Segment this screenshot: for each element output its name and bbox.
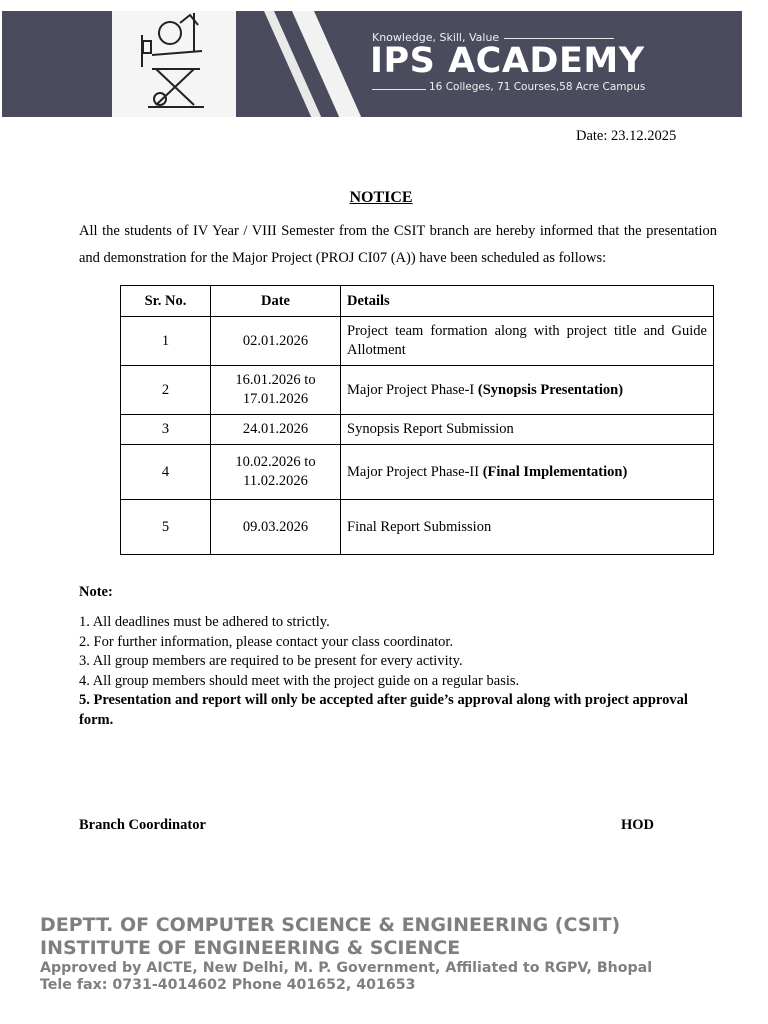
table-row xyxy=(121,317,714,366)
cell-date: 02.01.2026 xyxy=(211,317,341,366)
banner-divider xyxy=(504,38,614,39)
details-text: Final Report Submission xyxy=(347,518,492,535)
banner-subtitle: 16 Colleges, 71 Courses,58 Acre Campus xyxy=(429,81,646,93)
note-heading: Note: xyxy=(79,584,113,600)
header-banner xyxy=(2,11,742,117)
notice-intro: All the students of IV Year / VIII Semester from the CSIT branch are hereby informed that the presentation and demonstration for the Major Project (PROJ CI07 (A)) have been scheduled as follows: xyxy=(79,223,717,266)
details-text: Major Project Phase-I xyxy=(347,381,478,398)
cell-sr-no: 4 xyxy=(121,445,211,500)
notice-title: NOTICE xyxy=(349,189,413,206)
note-item: 1. All deadlines must be adhered to strictly. xyxy=(79,614,330,630)
cell-date: 24.01.2026 xyxy=(211,415,341,445)
cell-sr-no: 2 xyxy=(121,366,211,415)
cell-date: 10.02.2026 to 11.02.2026 xyxy=(211,445,341,500)
footer xyxy=(40,914,652,994)
note-list xyxy=(79,613,719,730)
details-bold-text: (Final Implementation) xyxy=(482,463,628,480)
details-text: Major Project Phase-II xyxy=(347,463,483,480)
column-header-details: Details xyxy=(341,286,714,317)
table-row xyxy=(121,366,714,415)
table-row xyxy=(121,500,714,555)
institute-logo xyxy=(112,11,236,117)
footer-department: DEPTT. OF COMPUTER SCIENCE & ENGINEERING (CSIT) xyxy=(40,914,621,936)
signature-hod: HOD xyxy=(621,817,655,833)
note-item: 5. Presentation and report will only be accepted after guide’s approval along with project approval form. xyxy=(79,692,688,728)
footer-institute: INSTITUTE OF ENGINEERING & SCIENCE xyxy=(40,937,461,959)
signature-branch-coordinator: Branch Coordinator xyxy=(79,817,206,833)
table-row xyxy=(121,445,714,500)
schedule-table xyxy=(120,285,714,555)
banner-tagline: Knowledge, Skill, Value xyxy=(372,31,500,44)
column-header-date: Date xyxy=(211,286,341,317)
cell-details xyxy=(341,500,714,555)
table-header-row xyxy=(121,286,714,317)
note-item: 4. All group members should meet with the project guide on a regular basis. xyxy=(79,672,520,689)
notice-date: Date: 23.12.2025 xyxy=(576,128,677,144)
cell-date: 16.01.2026 to 17.01.2026 xyxy=(211,366,341,415)
note-item: 3. All group members are required to be present for every activity. xyxy=(79,653,463,669)
cell-details xyxy=(341,317,714,366)
cell-details xyxy=(341,415,714,445)
details-text: Project team formation along with project title and Guide Allotment xyxy=(347,323,707,358)
banner-divider xyxy=(372,89,426,90)
table-row xyxy=(121,415,714,445)
cell-details xyxy=(341,366,714,415)
note-item: 2. For further information, please contact your class coordinator. xyxy=(79,633,454,650)
details-bold-text: (Synopsis Presentation) xyxy=(477,381,624,398)
details-text: Synopsis Report Submission xyxy=(347,421,514,437)
cell-sr-no: 3 xyxy=(121,415,211,445)
column-header-sr-no: Sr. No. xyxy=(121,286,211,317)
cell-sr-no: 5 xyxy=(121,500,211,555)
banner-title: IPS ACADEMY xyxy=(370,41,645,81)
cell-details xyxy=(341,445,714,500)
cell-date: 09.03.2026 xyxy=(211,500,341,555)
footer-contact: Tele fax: 0731-4014602 Phone 401652, 401653 xyxy=(40,977,416,993)
banner-stripe xyxy=(292,11,361,117)
footer-approval: Approved by AICTE, New Delhi, M. P. Government, Affiliated to RGPV, Bhopal xyxy=(40,960,653,976)
cell-sr-no: 1 xyxy=(121,317,211,366)
